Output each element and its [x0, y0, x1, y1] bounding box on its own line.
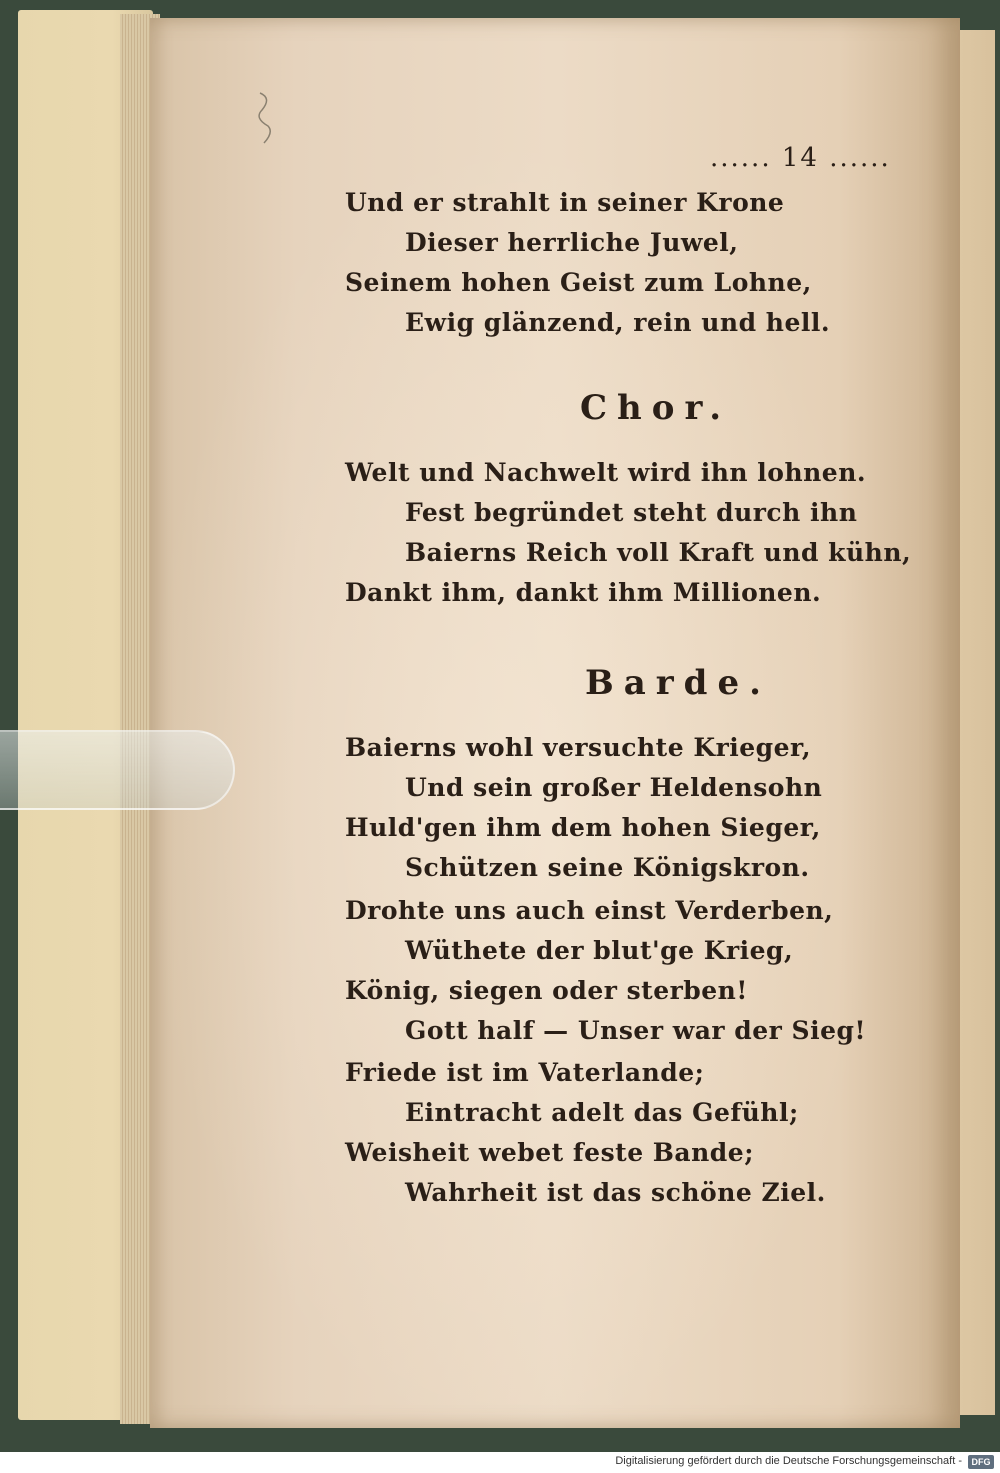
stanza3-line5: Drohte uns auch einst Verderben,	[345, 896, 834, 925]
stanza2-line2: Fest begründet steht durch ihn	[405, 498, 858, 527]
transparent-page-clip	[0, 730, 235, 810]
dfg-logo: DFG	[968, 1455, 994, 1469]
stanza2-line4: Dankt ihm, dankt ihm Millionen.	[345, 578, 822, 607]
stanza3-line1: Baierns wohl versuchte Krieger,	[345, 733, 812, 762]
stanza3-line12: Wahrheit ist das schöne Ziel.	[405, 1178, 826, 1207]
stanza3-line3: Huld'gen ihm dem hohen Sieger,	[345, 813, 821, 842]
stanza1-line3: Seinem hohen Geist zum Lohne,	[345, 268, 812, 297]
stanza3-line2: Und sein großer Heldensohn	[405, 773, 823, 802]
stanza3-line9: Friede ist im Vaterlande;	[345, 1058, 705, 1087]
digitization-footer	[0, 1452, 1000, 1473]
heading-chor: Chor.	[580, 388, 732, 428]
stanza1-line2: Dieser herrliche Juwel,	[405, 228, 739, 257]
stanza1-line4: Ewig glänzend, rein und hell.	[405, 308, 831, 337]
pencil-mark	[250, 88, 280, 148]
stanza2-line3: Baierns Reich voll Kraft und kühn,	[405, 538, 912, 567]
heading-barde: Barde.	[585, 663, 771, 703]
stanza3-line7: König, siegen oder sterben!	[345, 976, 748, 1005]
stanza3-line8: Gott half — Unser war der Sieg!	[405, 1016, 866, 1045]
book-page	[150, 18, 960, 1428]
funding-credit: Digitalisierung gefördert durch die Deutsche Forschungsgemeinschaft -	[615, 1455, 962, 1467]
stanza3-line4: Schützen seine Königskron.	[405, 853, 810, 882]
page-number: ...... 14 ......	[710, 143, 891, 173]
stanza1-line1: Und er strahlt in seiner Krone	[345, 188, 785, 217]
stanza3-line10: Eintracht adelt das Gefühl;	[405, 1098, 799, 1127]
stanza3-line11: Weisheit webet feste Bande;	[345, 1138, 754, 1167]
stanza2-line1: Welt und Nachwelt wird ihn lohnen.	[345, 458, 867, 487]
stanza3-line6: Wüthete der blut'ge Krieg,	[405, 936, 794, 965]
